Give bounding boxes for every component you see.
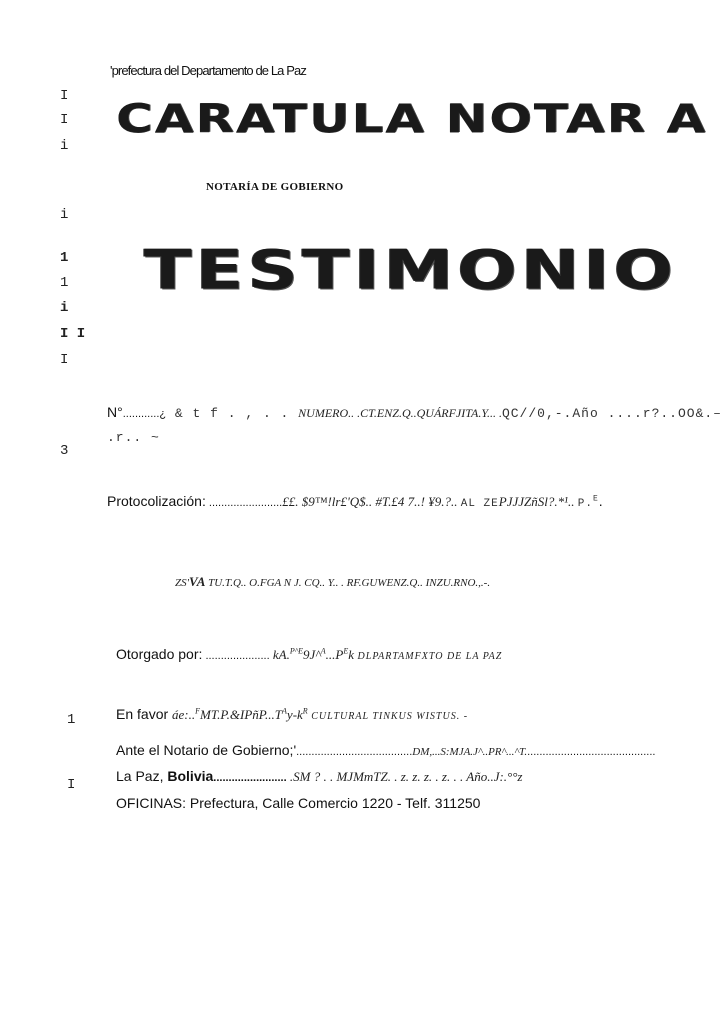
lapaz-line — [116, 768, 523, 785]
margin-mark: 3 — [60, 443, 69, 459]
lapaz-label: La Paz, — [116, 768, 168, 784]
ante-dots: ...................................... — [296, 746, 413, 758]
concepto-bold: VA — [188, 574, 206, 589]
oficinas-line: OFICINAS: Prefectura, Calle Comercio 1220 - Telf. 311250 — [116, 795, 481, 811]
margin-mark: I I — [60, 326, 86, 342]
notaria-label: NOTARÍA DE GOBIERNO — [206, 181, 344, 193]
protocolizacion-value4: P. — [577, 498, 593, 510]
margin-mark: 1 — [60, 275, 69, 291]
otorgado-sup1: P^E — [289, 646, 304, 656]
protocolizacion-dots: ........................ — [205, 497, 283, 509]
margin-mark: i — [60, 207, 69, 223]
title-caratula: CARATULA NOTAR A — [116, 96, 708, 142]
lapaz-bold: Bolivia — [167, 768, 214, 784]
favor-sup2: A — [282, 706, 287, 716]
lapaz-dots: ........................ — [213, 772, 287, 784]
margin-mark: I — [60, 88, 69, 104]
favor-caps: CULTURAL TINKUS WISTUS. - — [307, 711, 469, 722]
lapaz-value: .SM ? . . MJMmTZ. . z. z. z. . z. . . Año..J:.°°z — [286, 769, 523, 784]
otorgado-sup2: A — [320, 646, 326, 656]
margin-mark: I — [67, 777, 76, 793]
ante-label: Ante el Notario de Gobierno;' — [116, 742, 297, 758]
protocolizacion-sup: E — [592, 494, 599, 504]
margin-mark: 1 — [67, 712, 76, 728]
favor-value: áe:.. — [172, 707, 196, 722]
protocolizacion-value: ££. $9™!lr£'Q$.. #T.£4 7..! ¥9.?.. — [282, 494, 461, 509]
concepto-prefix: ZS' — [175, 577, 189, 589]
otorgado-value3: ...P — [325, 647, 344, 662]
numero-rest: & t f . , . . — [166, 406, 299, 421]
otorgado-label: Otorgado por: — [116, 646, 203, 662]
protocolizacion-label: Protocolización: — [107, 493, 206, 509]
concepto-rest: TU.T.Q.. O.FGA N J. CQ.. Y.. . RF.GUWENZ.Q.. INZU.RNO.,.-. — [205, 577, 491, 589]
favor-value2: MT.P.&IPñP...T — [200, 707, 283, 722]
ante-dots2: .......................................... — [527, 746, 656, 758]
protocolizacion-value3: PJJJZñSl?.*¹.. — [498, 494, 578, 509]
otorgado-line — [116, 646, 502, 663]
margin-mark: 1 — [60, 250, 69, 266]
ante-line — [116, 742, 655, 758]
margin-mark: i — [60, 300, 69, 316]
numero-label: N° — [107, 404, 123, 420]
otorgado-sup3: E — [343, 646, 349, 656]
otorgado-dots: ..................... — [202, 650, 270, 662]
otorgado-value: kA. — [269, 647, 290, 662]
numero-italic: NUMERO.. .CT.ENZ.Q..QUÁRFJITA.Y... . — [298, 406, 502, 420]
margin-mark: I — [60, 352, 69, 368]
margin-mark: I — [60, 112, 69, 128]
favor-line — [116, 706, 468, 723]
title-testimonio: TESTIMONIO — [144, 238, 678, 302]
numero-tail2: .r.. ~ — [107, 430, 160, 445]
numero-line — [107, 404, 722, 421]
favor-sup3: R — [302, 706, 308, 716]
numero-dots: ............¿ — [122, 408, 167, 420]
concepto-line — [175, 573, 490, 591]
header-text: 'prefectura del Departamento de La Paz — [110, 63, 306, 78]
otorgado-caps: DLPARTAMFXTO DE LA PAZ — [354, 651, 503, 662]
favor-value3: y-k — [286, 707, 303, 722]
otorgado-value4: k — [348, 647, 355, 662]
margin-mark: i — [60, 138, 69, 154]
protocolizacion-value2: AL ZE — [460, 498, 499, 510]
protocolizacion-end: . — [598, 493, 603, 509]
favor-sup1: F — [195, 706, 201, 716]
ante-value: DM,...S:MJA.J^..PR^...^T. — [412, 746, 528, 758]
otorgado-value2: 9J^ — [303, 647, 321, 662]
numero-tail: QC//0,-.Año ....r?..OO&.– — [501, 406, 722, 421]
protocolizacion-line — [107, 493, 603, 510]
favor-label: En favor — [116, 706, 173, 722]
